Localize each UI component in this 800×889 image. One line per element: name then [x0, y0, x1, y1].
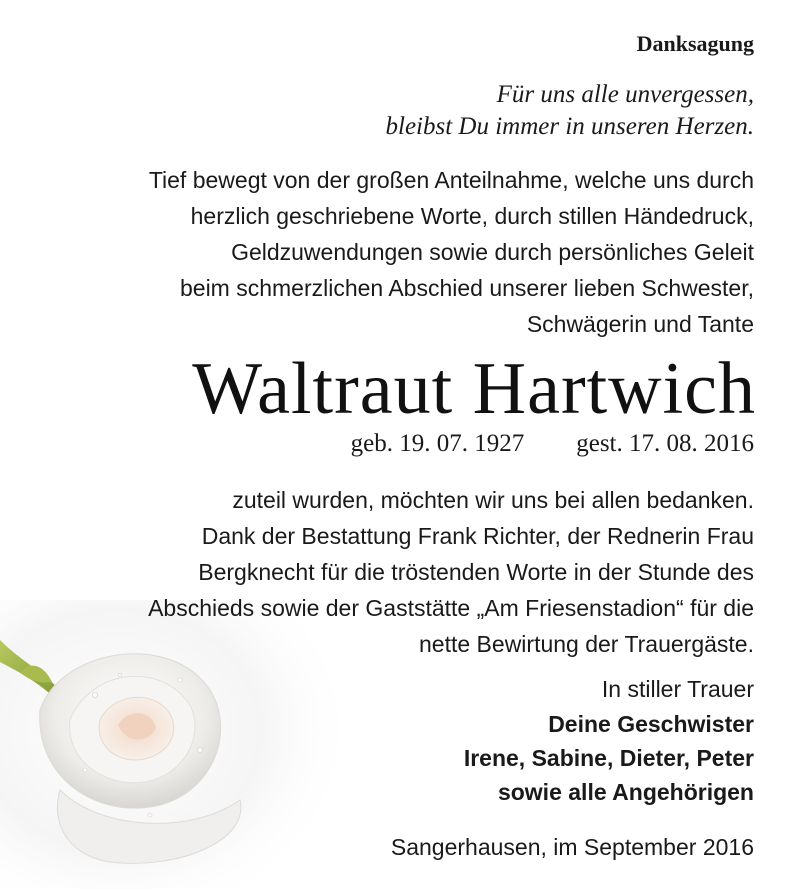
mourner-line: sowie alle Angehörigen [497, 779, 754, 805]
birth-date: geb. 19. 07. 1927 [350, 430, 525, 457]
thanks-line: nette Bewirtung der Trauergäste. [419, 631, 754, 657]
mourner-line: Deine Geschwister [548, 711, 754, 737]
intro-line: herzlich geschriebene Worte, durch stillen Händedruck, [190, 203, 754, 229]
thanks-line: Abschieds sowie der Gaststätte „Am Friesenstadion“ für die [148, 595, 754, 621]
mourning-intro: In stiller Trauer [601, 676, 754, 702]
intro-line: beim schmerzlichen Abschied unserer lieben Schwester, [179, 275, 754, 301]
motto [386, 79, 754, 143]
thanks-line: zuteil wurden, möchten wir uns bei allen bedanken. [232, 487, 754, 513]
death-date: gest. 17. 08. 2016 [576, 430, 754, 457]
motto-line: Für uns alle unvergessen, [496, 81, 754, 108]
intro-line: Schwägerin und Tante [526, 311, 754, 337]
thanks-paragraph [148, 482, 754, 662]
thanks-line: Dank der Bestattung Frank Richter, der Rednerin Frau [201, 523, 754, 549]
intro-line: Geldzuwendungen sowie durch persönliches Geleit [231, 239, 754, 265]
place-and-date: Sangerhausen, im September 2016 [390, 834, 754, 860]
deceased-name: Waltraut Hartwich [192, 348, 756, 430]
life-dates [351, 428, 754, 460]
intro-line: Tief bewegt von der großen Anteilnahme, welche uns durch [148, 167, 754, 193]
notice-heading: Danksagung [636, 31, 754, 56]
intro-paragraph [149, 162, 754, 342]
motto-line: bleibst Du immer in unseren Herzen. [385, 113, 754, 140]
mourner-line: Irene, Sabine, Dieter, Peter [463, 745, 754, 771]
thanks-line: Bergknecht für die tröstenden Worte in der Stunde des [198, 559, 754, 585]
